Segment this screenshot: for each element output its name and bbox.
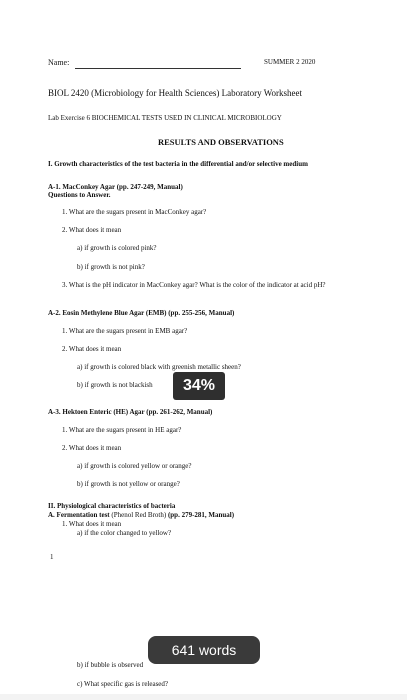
a1-question-2: 2. What does it mean xyxy=(62,226,122,234)
name-underline xyxy=(75,68,241,69)
a1-subheading: Questions to Answer. xyxy=(48,191,111,199)
a1-question-2a: a) if growth is colored pink? xyxy=(77,244,157,252)
a3-question-2: 2. What does it mean xyxy=(62,444,122,452)
word-count-pill: 641 words xyxy=(148,636,260,664)
a3-question-2b: b) if growth is not yellow or orange? xyxy=(77,480,180,488)
a3-question-1: 1. What are the sugars present in HE agar? xyxy=(62,426,182,434)
a2-question-2b: b) if growth is not blackish xyxy=(77,381,153,389)
fermentation-pages: (pp. 279-281, Manual) xyxy=(167,511,235,519)
page-bottom-edge xyxy=(0,694,407,700)
s2-question-1a: a) if the color changed to yellow? xyxy=(77,529,172,537)
a3-heading: A-3. Hektoen Enteric (HE) Agar (pp. 261-262, Manual) xyxy=(48,408,213,416)
page-number: 1 xyxy=(50,553,54,561)
a1-question-2b: b) if growth is not pink? xyxy=(77,263,145,271)
name-label: Name: xyxy=(48,58,70,67)
a1-heading: A-1. MacConkey Agar (pp. 247-249, Manual) xyxy=(48,183,183,191)
a1-question-3: 3. What is the pH indicator in MacConkey agar? What is the color of the indicator at acid pH? xyxy=(62,281,326,289)
a2-question-2: 2. What does it mean xyxy=(62,345,122,353)
fermentation-heading-line xyxy=(48,511,234,519)
results-heading: RESULTS AND OBSERVATIONS xyxy=(158,137,284,147)
section-2-heading: II. Physiological characteristics of bacteria xyxy=(48,502,176,510)
s2-question-1b: b) if bubble is observed xyxy=(77,661,144,669)
lab-exercise: Lab Exercise 6 BIOCHEMICAL TESTS USED IN CLINICAL MICROBIOLOGY xyxy=(48,114,282,122)
course-title: BIOL 2420 (Microbiology for Health Sciences) Laboratory Worksheet xyxy=(48,88,302,98)
term-label: SUMMER 2 2020 xyxy=(264,58,316,66)
s2-question-1: 1. What does it mean xyxy=(62,520,122,528)
a2-question-1: 1. What are the sugars present in EMB agar? xyxy=(62,327,188,335)
a2-heading: A-2. Eosin Methylene Blue Agar (EMB) (pp. 255-256, Manual) xyxy=(48,309,235,317)
fermentation-medium: (Phenol Red Broth) xyxy=(109,511,168,519)
fermentation-heading: A. Fermentation test xyxy=(48,511,110,519)
progress-badge: 34% xyxy=(173,372,225,400)
a3-question-2a: a) if growth is colored yellow or orange? xyxy=(77,462,192,470)
a2-question-2a: a) if growth is colored black with greenish metallic sheen? xyxy=(77,363,241,371)
s2-question-1c: c) What specific gas is released? xyxy=(77,680,169,688)
a1-question-1: 1. What are the sugars present in MacConkey agar? xyxy=(62,208,207,216)
section-1-heading: I. Growth characteristics of the test bacteria in the differential and/or selective medium xyxy=(48,160,308,168)
